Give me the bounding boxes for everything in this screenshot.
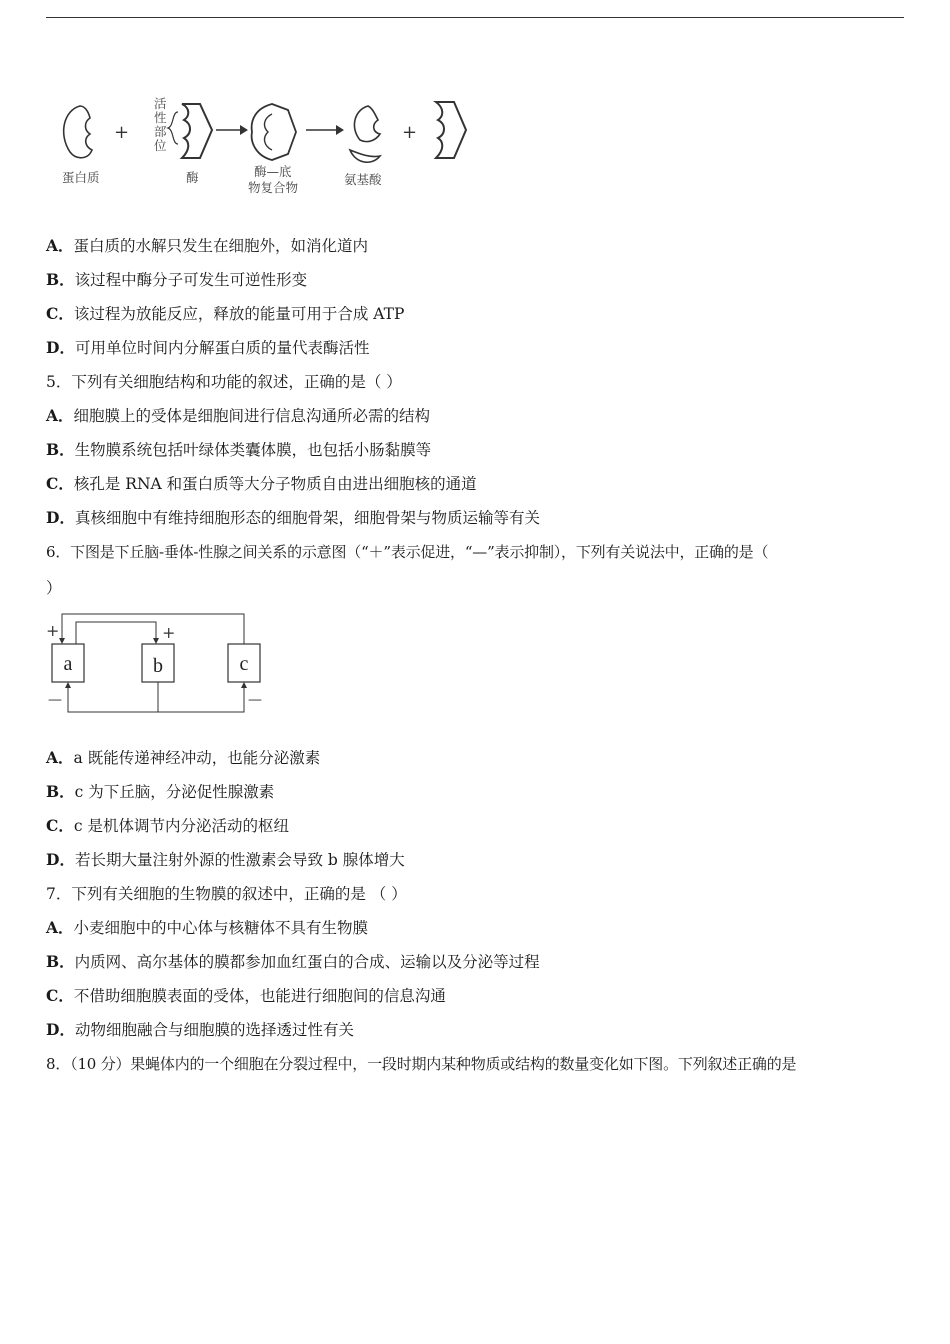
active-site-label-3: 部 xyxy=(154,124,167,139)
amino-acid-label: 氨基酸 xyxy=(344,172,382,187)
box-b-label: b xyxy=(153,655,163,677)
inhibition-line-to-a xyxy=(68,682,158,712)
enzyme-label: 酶 xyxy=(186,170,199,185)
enzyme-shape xyxy=(182,104,212,158)
q6-stem-line2: ） xyxy=(46,579,62,597)
reaction-arrowhead-1 xyxy=(240,125,248,135)
active-site-label-4: 位 xyxy=(154,138,167,153)
box-c-label: c xyxy=(239,653,249,675)
reaction-arrowhead-2 xyxy=(336,125,344,135)
q6-option-b: B．c 为下丘脑，分泌促性腺激素 xyxy=(46,782,275,801)
plus-sign-2: + xyxy=(402,122,418,143)
inhibition-line-to-c xyxy=(158,686,244,712)
protein-label: 蛋白质 xyxy=(62,170,100,185)
q4-option-b: B．该过程中酶分子可发生可逆性形变 xyxy=(46,270,308,289)
q4-option-c: C．该过程为放能反应，释放的能量可用于合成 ATP xyxy=(46,304,405,323)
plus-sign-1: + xyxy=(114,122,130,143)
q4-option-a: A．蛋白质的水解只发生在细胞外，如消化道内 xyxy=(46,236,369,255)
q4-option-d: D．可用单位时间内分解蛋白质的量代表酶活性 xyxy=(46,338,370,357)
minus-a: — xyxy=(48,692,62,708)
amino-acid-shape-2 xyxy=(350,150,380,162)
plus-b: + xyxy=(162,623,176,642)
q7-option-b: B．内质网、高尔基体的膜都参加血红蛋白的合成、运输以及分泌等过程 xyxy=(46,952,540,971)
header-rule xyxy=(46,17,904,18)
amino-acid-shape-1 xyxy=(354,106,380,142)
active-site-label-1: 活 xyxy=(154,96,167,111)
active-site-brace xyxy=(168,112,178,144)
feedback-line-c-to-a xyxy=(62,614,244,644)
q5-option-c: C．核孔是 RNA 和蛋白质等大分子物质自由进出细胞核的通道 xyxy=(46,474,477,493)
plus-a: + xyxy=(46,621,60,640)
protein-shape xyxy=(64,106,92,158)
q6-stem-line1: 6．下图是下丘脑-垂体-性腺之间关系的示意图（“＋”表示促进，“—”表示抑制），下列有关说法中，正确的是（ xyxy=(46,543,769,561)
q7-option-d: D．动物细胞融合与细胞膜的选择透过性有关 xyxy=(46,1020,354,1039)
q6-option-c: C．c 是机体调节内分泌活动的枢纽 xyxy=(46,816,289,835)
q6-option-d: D．若长期大量注射外源的性激素会导致 b 腺体增大 xyxy=(46,850,405,869)
minus-c: — xyxy=(248,692,262,708)
box-a-label: a xyxy=(63,653,73,675)
complex-label-1: 酶—底 xyxy=(254,164,292,179)
active-site-label-2: 性 xyxy=(154,110,167,125)
line-a-to-b xyxy=(76,622,156,644)
q7-stem: 7．下列有关细胞的生物膜的叙述中，正确的是 （ ） xyxy=(46,885,407,903)
q5-stem: 5．下列有关细胞结构和功能的叙述，正确的是（ ） xyxy=(46,373,402,391)
released-enzyme-shape xyxy=(436,102,466,158)
q7-option-c: C．不借助细胞膜表面的受体，也能进行细胞间的信息沟通 xyxy=(46,986,446,1005)
enzyme-reaction-figure xyxy=(50,92,490,207)
q5-option-d: D．真核细胞中有维持细胞形态的细胞骨架，细胞骨架与物质运输等有关 xyxy=(46,508,540,527)
hormone-axis-diagram xyxy=(40,608,280,720)
complex-label-2: 物复合物 xyxy=(248,180,299,195)
complex-shape xyxy=(252,104,296,160)
q6-option-a: A．a 既能传递神经冲动，也能分泌激素 xyxy=(46,748,321,767)
complex-inner-protein xyxy=(265,114,272,150)
q8-stem: 8．（10 分）果蝇体内的一个细胞在分裂过程中，一段时期内某种物质或结构的数量变化如下图。下列叙述正确的是 xyxy=(46,1055,797,1073)
q7-option-a: A．小麦细胞中的中心体与核糖体不具有生物膜 xyxy=(46,918,369,937)
q5-option-b: B．生物膜系统包括叶绿体类囊体膜，也包括小肠黏膜等 xyxy=(46,440,432,459)
q5-option-a: A．细胞膜上的受体是细胞间进行信息沟通所必需的结构 xyxy=(46,406,431,425)
